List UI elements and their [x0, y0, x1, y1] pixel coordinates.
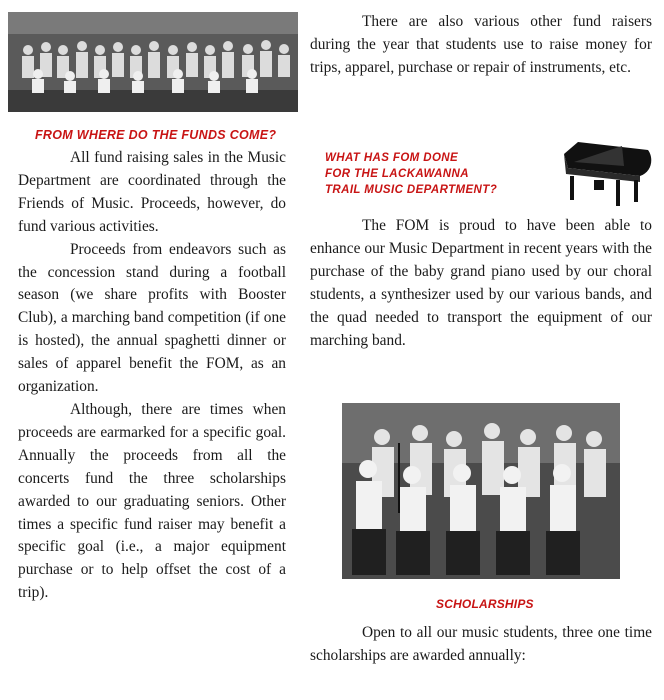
band-photo-image: [8, 12, 298, 112]
grand-piano-image: [556, 136, 656, 216]
funds-paragraph-3: Although, there are times when proceeds are earmarked for a specific goal. Annually the proceeds from all the concerts fund the three scholarships awarded to our graduating seniors. Other times a specific fund raiser may benefit a specific goal (i.e., a major equipment purchase or to help offset the cost of a trip).: [18, 400, 286, 602]
funds-paragraph-1: All fund raising sales in the Music Department are coordinated through the Friends of Music. Proceeds, however, do fund various activities.: [18, 149, 286, 235]
choir-photo-image: [342, 403, 620, 579]
fom-heading-line-2: FOR THE LACKAWANNA: [325, 168, 469, 180]
fom-heading-line-3: TRAIL MUSIC DEPARTMENT?: [325, 184, 498, 196]
funds-paragraph-2: Proceeds from endeavors such as the concession stand during a football season (we share profits with Booster Club), a marching band competition (if one is hosted), the annual spaghetti dinner or sales of apparel benefit the FOM, as an organization.: [18, 240, 286, 396]
fom-paragraph: The FOM is proud to have been able to enhance our Music Department in recent years with the purchase of the baby grand piano used by our choral students, a synthesizer used by our various bands, and the quad needed to transport the equipment of our marching band.: [310, 217, 652, 349]
band-photo: [8, 12, 298, 112]
fom-heading: [325, 150, 545, 198]
scholarships-paragraph: Open to all our music students, three one time scholarships are awarded annually:: [310, 624, 652, 664]
fund-raisers-paragraph: There are also various other fund raisers during the year that students use to raise money for trips, apparel, purchase or repair of instruments, etc.: [310, 13, 652, 76]
fom-heading-line-1: WHAT HAS FOM DONE: [325, 152, 459, 164]
choir-photo: [342, 403, 620, 579]
funds-body: [18, 147, 286, 605]
scholarships-heading: SCHOLARSHIPS: [436, 597, 534, 611]
funds-heading: FROM WHERE DO THE FUNDS COME?: [35, 128, 277, 142]
